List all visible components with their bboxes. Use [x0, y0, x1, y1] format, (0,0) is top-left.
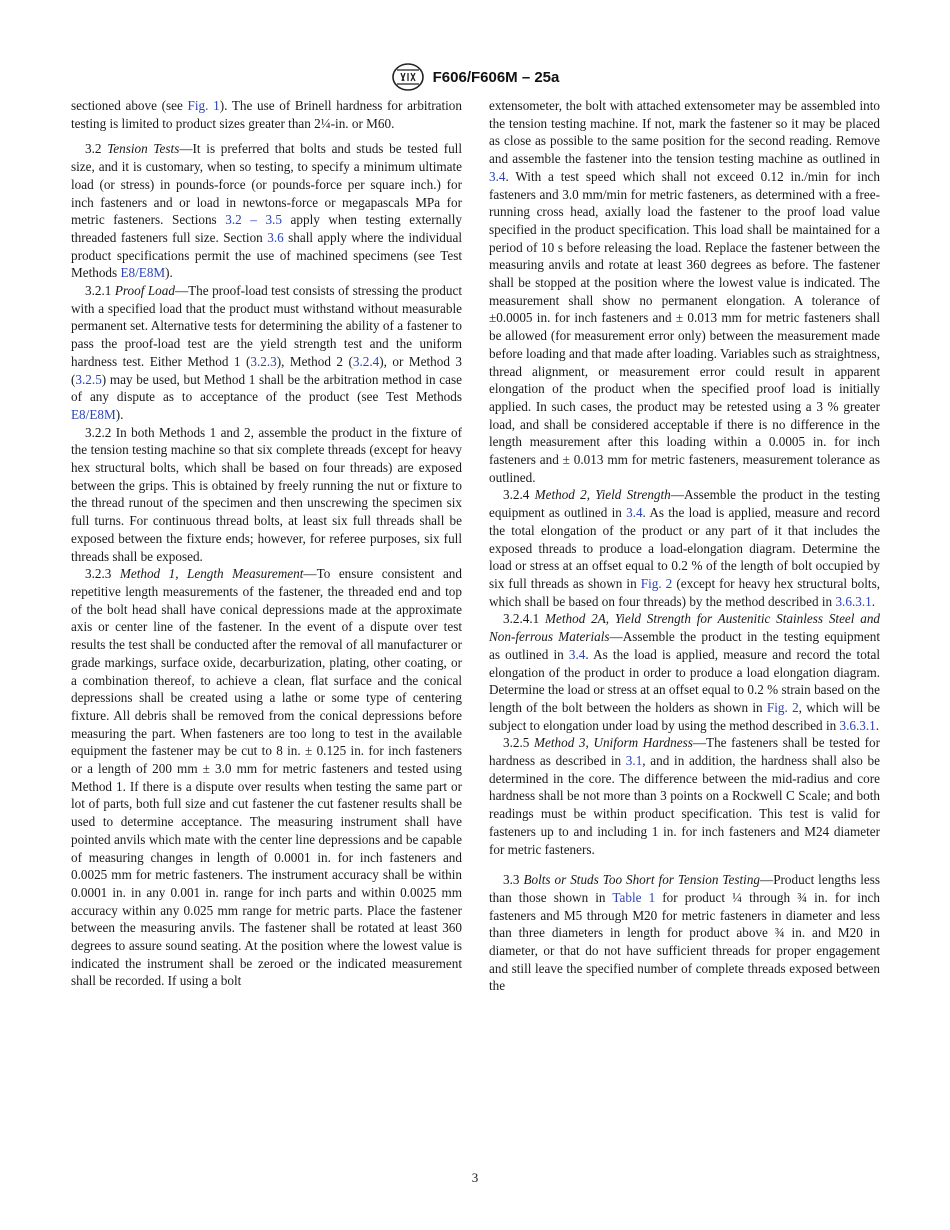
section-heading: Method 1, Length Measurement — [119, 566, 304, 582]
section-number: 3.2.4.1 — [503, 611, 546, 627]
right-column — [489, 97, 880, 995]
text: ). — [165, 265, 173, 281]
text: 3.2.2 In both Methods 1 and 2, assemble the product in the fixture of the tension testing machine so that six complete threads (except for heavy hex structural bolts, which shall be based on four threads) are exposed between the grips. This is obtained by freely running the nut or fixture to the thread runout of the specimen and then unscrewing the specimen six full turns. For continuous thread bolts, at least six full threads shall be exposed between the fixture ends; however, for referee purposes, six full threads shall be exposed. — [71, 424, 462, 564]
text: . — [871, 593, 876, 609]
text: ), Method 2 ( — [276, 353, 353, 369]
standard-link[interactable]: E8/E8M — [71, 406, 116, 422]
section-number: 3.2.3 — [85, 566, 120, 582]
text: . As the load is applied, measure and record the total elongation of the product in order to produce a load elongation diagram. Determine the load or stress at an offset equal to 0.2 % strain based on the length of the bolt between the holders as shown in — [489, 646, 880, 715]
text: apply when testing externally threaded fasteners full size. Section — [71, 212, 462, 245]
section-number: 3.2.4 — [503, 487, 535, 503]
section-heading: Method 3, Uniform Hardness — [534, 735, 693, 751]
section-link[interactable]: 3.1 — [625, 753, 643, 769]
text: , and in addition, the hardness shall also be determined in the core. The difference between the mid-radius and core hardness shall be not more than 3 points on a Rockwell C Scale; and both readings must be within product specification. This test is valid for fasteners up to and including 1 in. for inch fasteners and M24 diameter for metric fasteners. — [489, 753, 880, 857]
section-3-2-5 — [489, 734, 880, 858]
section-link[interactable]: 3.6.3.1 — [835, 593, 872, 609]
text: sectioned above (see — [71, 98, 188, 113]
section-3-3 — [489, 871, 880, 995]
figure-link[interactable]: Fig. 1 — [187, 98, 220, 113]
text: ). — [115, 406, 124, 422]
section-link[interactable]: 3.4 — [489, 168, 506, 184]
section-link[interactable]: 3.2 – 3.5 — [225, 212, 282, 228]
text: —It is preferred that bolts and studs be tested full size, and it is customary, when so testing, to specify a minimum ultimate load (or stress) in pounds-force (or pounds-force per square inch.) for inch fasteners and or load in newtons-force or megapascals MPa for metric fasteners. Sections — [71, 141, 463, 228]
text: , which will be subject to elongation under load by using the method described in — [489, 699, 880, 733]
section-number: 3.3 — [503, 872, 524, 888]
section-link[interactable]: 3.2.4 — [352, 353, 380, 369]
section-heading: Method 2A, Yield Strength for Austenitic Stainless Steel and Non-ferrous Materials — [489, 611, 881, 645]
text: . As the load is applied, measure and record the total elongation of the product or any part of it that includes the exposed threads to produce a load-elongation diagram. Determine the load or stress at an offset equal to 0.2 % of the length of bolt occupied by six full threads as shown in — [489, 505, 880, 591]
section-3-2-4 — [489, 486, 880, 610]
text: —The proof-load test consists of stressing the product with a specified load that the product must withstand without measurable permanent set. Alternative tests for determining the ability of a fastener to pass the proof-load test are the yield strength test and the uniform hardness test. Either Method 1 ( — [71, 283, 463, 369]
section-number: 3.2 — [85, 141, 108, 157]
text: ) may be used, but Method 1 shall be the arbitration method in case of any dispute as to acceptance of the product (see Test Methods — [71, 371, 462, 405]
paragraph-continuation — [489, 97, 880, 486]
text: . With a test speed which shall not exceed 0.12 in./min for inch fasteners and 3.0 mm/min for metric fasteners, as determined with a free-running cross head, axially load the fastener to the proof load value specified in the product specification. This load shall be maintained for a period of 10 s before releasing the load. Replace the fastener between the measuring anvils and rotate at least 360 degrees as before. The fastener shall be stopped at the position where the lowest value is indicated. The measurement shall show no permanent elongation. A tolerance of ±0.0005 in. for inch fasteners and ± 0.013 mm for metric fasteners shall be allowed (for measurement error only) between the measurement made before loading and that made after loading. Variables such as straightness, thread alignment, or measurement error could result in apparent elongation of the product when the specified proof load is initially applied. In such cases, the product may be retested using a 3 % greater load, and shall be considered acceptable if there is no difference in the length measurement after this loading within a 0.0005 in. for inch fasteners and ± 0.013 mm for metric fasteners, measurement tolerance as outlined. — [489, 168, 880, 485]
section-3-2-1 — [71, 282, 462, 424]
text: extensometer, the bolt with attached extensometer may be assembled into the tension testing machine. If not, mark the fastener so it may be placed as close as possible to the same position for the second reading. Remove and assemble the fastener into the tension testing machine as outlined in — [489, 98, 880, 167]
section-heading: Tension Tests — [107, 141, 180, 157]
text: —Assemble the product in the testing equipment as outlined in — [489, 629, 880, 662]
section-link[interactable]: 3.6.3.1 — [839, 717, 876, 733]
text: shall apply where the individual product specifications permit the use of machined specimens (see Test Methods — [71, 229, 462, 281]
paragraph-continuation — [71, 97, 462, 132]
section-link[interactable]: 3.4 — [568, 646, 586, 662]
section-heading: Proof Load — [114, 283, 175, 299]
section-heading: Method 2, Yield Strength — [534, 487, 671, 503]
section-3-2-2 — [71, 424, 462, 566]
section-link[interactable]: 3.2.5 — [75, 371, 102, 387]
section-3-2-3 — [71, 565, 462, 990]
page-number: 3 — [471, 1170, 479, 1185]
text: (except for heavy hex structural bolts, which shall be based on four threads) by the method described in — [489, 575, 881, 609]
text: ), or Method 3 ( — [71, 353, 462, 387]
section-3-2 — [71, 140, 462, 282]
figure-link[interactable]: Fig. 2 — [640, 575, 673, 591]
left-column — [71, 97, 462, 990]
standard-designation: F606/F606M – 25a — [432, 68, 560, 86]
standard-link[interactable]: E8/E8M — [120, 265, 166, 281]
text: —The fasteners shall be tested for hardness as described in — [489, 735, 881, 769]
section-link[interactable]: 3.6 — [267, 229, 284, 245]
text: for product ¼ through ¾ in. for inch fasteners and M5 through M20 for metric fasteners in diameter and less than three diameters in length for product above ¾ in. and M20 in diameter, or that do not have sufficient threads for proper engagement and still leave the specified number of complete threads exposed between the — [489, 889, 881, 994]
section-heading: Bolts or Studs Too Short for Tension Testing — [523, 872, 761, 888]
table-link[interactable]: Table 1 — [612, 889, 656, 905]
text: . — [875, 717, 880, 733]
section-link[interactable]: 3.2.3 — [250, 353, 277, 369]
text: —Product lengths less than those shown in — [489, 872, 881, 905]
text: —To ensure consistent and repetitive length measurements of the fastener, the threaded end and top of the bolt head shall have conical depressions made at the approximate axis or center line of the fastener. In the event of a dispute over test results the test shall be conducted after the removal of all manufacturer or grade markings, surface oxide, decarburization, plating, other coating, or a combination thereof, to achieve a clean, flat surface and the conical depressions shall be created using a lathe or some type of centering fixture. All debris shall be removed from the conical depressions before measuring the part. When fasteners are too long to test in the available equipment the fastener may be cut to 8 in. ± 0.125 in. for inch fasteners or a length of 200 mm ± 3.0 mm for metric fasteners and tested using Method 1. If there is a dispute over results when testing the same part or lot of parts, both full size and cut fastener the cut fastener results shall be used to determine acceptance. The measuring instrument shall have pointed anvils which mate with the center line depressions and be capable of measuring changes in length of 0.0001 in. for inch fasteners and 0.0025 mm for metric fasteners. The instrument accuracy shall be within 0.0001 in. in any 0.001 in. range for inch parts and within 0.0025 mm accuracy within any 0.025 mm range for metric parts. Place the fastener between the measuring anvils. The fastener shall be rotated at least 360 degrees to assure sound seating. At the position where the lowest value is indicated the instrument shall be zeroed or the indicated measurement shall be recorded. If using a bolt — [71, 566, 462, 989]
figure-link[interactable]: Fig. 2 — [766, 699, 799, 715]
section-number: 3.2.1 — [85, 283, 115, 299]
astm-logo-icon — [391, 62, 425, 92]
section-link[interactable]: 3.4 — [626, 505, 643, 521]
section-3-2-4-1 — [489, 610, 880, 734]
page-header — [0, 62, 950, 92]
text: —Assemble the product in the testing equipment as outlined in — [489, 487, 881, 521]
text: ). The use of Brinell hardness for arbitration testing is limited to product sizes greater than 2¼-in. or M60. — [71, 98, 462, 131]
section-number: 3.2.5 — [503, 735, 535, 751]
